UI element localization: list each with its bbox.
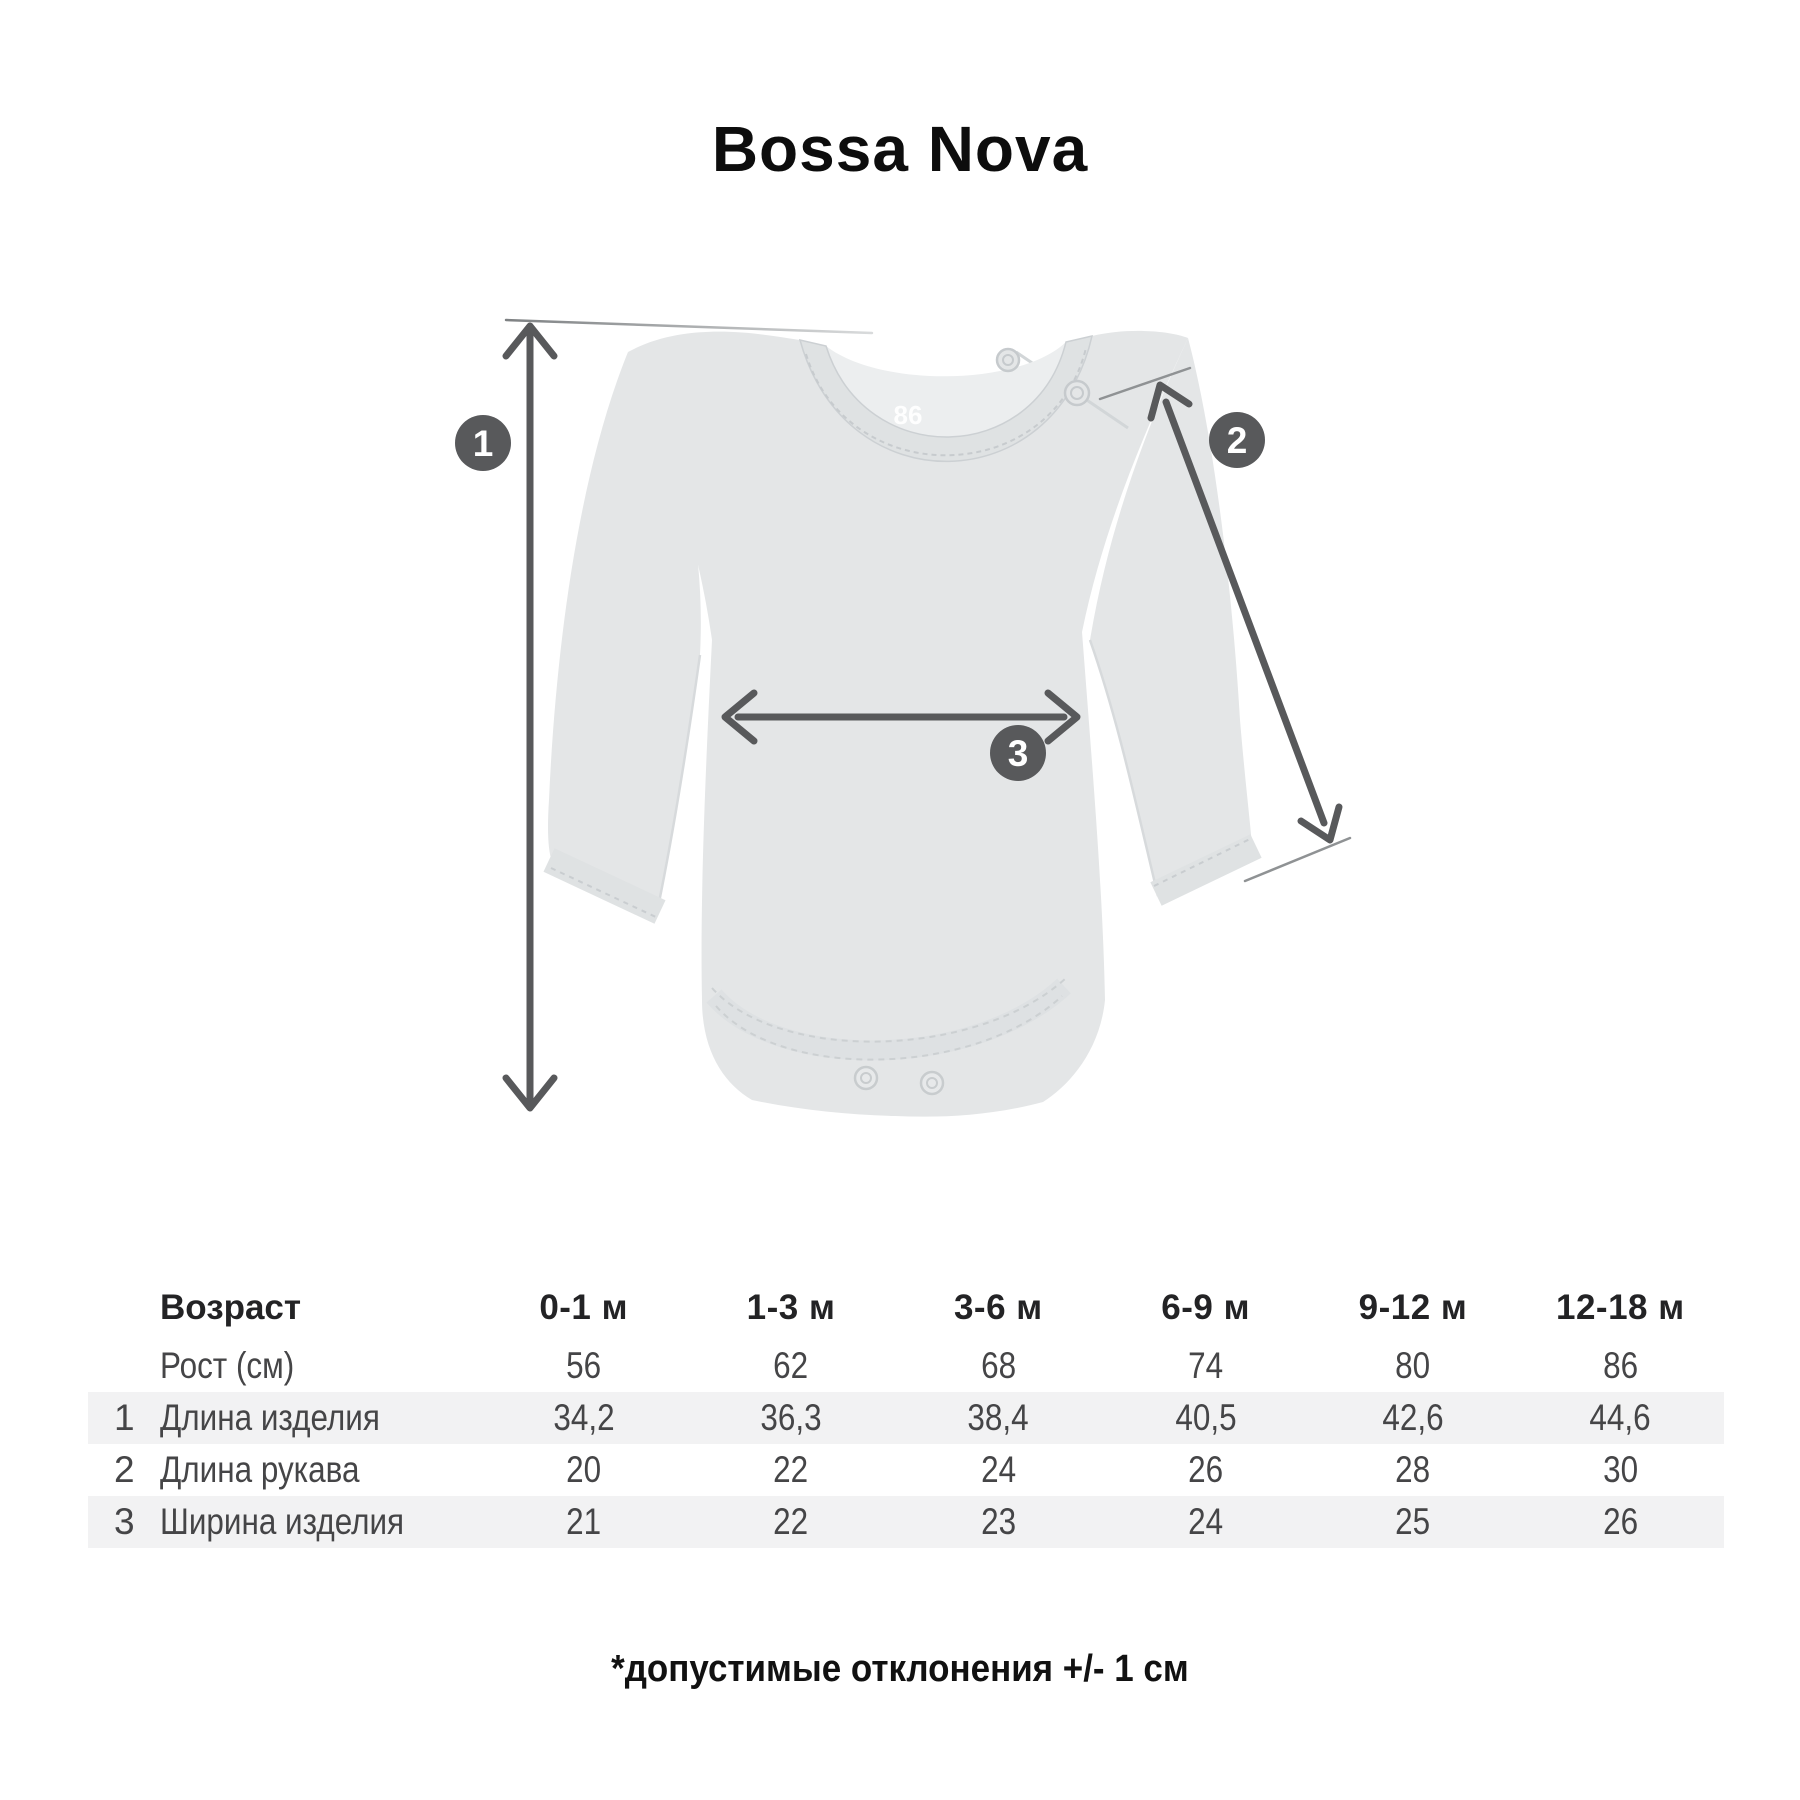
table-header-row	[88, 1276, 1724, 1340]
cell-value: 28	[1395, 1449, 1431, 1490]
shoulder-snap-2	[1065, 381, 1089, 405]
header-age-text: Возраст	[160, 1288, 302, 1327]
cell-value: 86	[1602, 1345, 1638, 1386]
header-age-label	[88, 1288, 480, 1328]
extension-line-sleeve-bottom	[1245, 838, 1350, 881]
column-header-3-6m: 3-6 м	[953, 1288, 1043, 1327]
shoulder-snap-1	[997, 349, 1019, 371]
crotch-snap-right	[921, 1072, 943, 1094]
row-number: 2	[114, 1449, 135, 1490]
row-number: 3	[114, 1501, 135, 1542]
garment-size-tag: 86	[893, 400, 923, 430]
cell-value: 44,6	[1589, 1397, 1651, 1438]
marker-3-badge	[990, 725, 1046, 781]
column-header-9-12m: 9-12 м	[1358, 1288, 1468, 1327]
column-header-12-18m: 12-18 м	[1556, 1288, 1685, 1327]
length-arrow	[506, 326, 554, 1108]
marker-3-label: 3	[1007, 733, 1029, 774]
cell-value: 26	[1188, 1449, 1224, 1490]
size-table	[88, 1276, 1724, 1548]
column-header-0-1m: 0-1 м	[539, 1288, 629, 1327]
table-row-product-length	[88, 1392, 1724, 1444]
marker-2-label: 2	[1226, 420, 1248, 461]
table-row-height	[88, 1340, 1724, 1392]
marker-2-badge	[1209, 412, 1265, 468]
marker-1-label: 1	[472, 423, 494, 464]
cell-value: 20	[566, 1449, 602, 1490]
cell-value: 38,4	[967, 1397, 1029, 1438]
cell-value: 40,5	[1175, 1397, 1237, 1438]
tolerance-note-text: *допустимые отклонения +/- 1 см	[611, 1648, 1189, 1690]
table-row-sleeve-length	[88, 1444, 1724, 1496]
cell-value: 24	[980, 1449, 1016, 1490]
row-label: Длина изделия	[160, 1397, 380, 1438]
column-header-6-9m: 6-9 м	[1161, 1288, 1250, 1327]
cell-value: 80	[1395, 1345, 1431, 1386]
row-label: Длина рукава	[160, 1449, 360, 1490]
marker-1-badge	[455, 415, 511, 471]
garment-bodysuit	[548, 331, 1256, 1117]
cell-value: 68	[980, 1345, 1016, 1386]
cell-value: 74	[1188, 1345, 1224, 1386]
cell-value: 24	[1188, 1501, 1224, 1542]
cell-value: 42,6	[1382, 1397, 1444, 1438]
tolerance-note	[0, 1648, 1800, 1691]
extension-line-top	[506, 320, 872, 333]
cell-value: 22	[773, 1449, 809, 1490]
crotch-snap-left	[855, 1067, 877, 1089]
cell-value: 62	[773, 1345, 809, 1386]
table-row-product-width	[88, 1496, 1724, 1548]
cell-value: 36,3	[760, 1397, 822, 1438]
cell-value: 56	[566, 1345, 602, 1386]
cell-value: 26	[1602, 1501, 1638, 1542]
column-header-1-3m: 1-3 м	[746, 1288, 836, 1327]
row-number: 1	[114, 1397, 135, 1438]
brand-title: Bossa Nova	[711, 113, 1089, 185]
cell-value: 21	[566, 1501, 602, 1542]
cell-value: 25	[1395, 1501, 1431, 1542]
cell-value: 34,2	[553, 1397, 615, 1438]
cell-value: 30	[1602, 1449, 1638, 1490]
row-label: Рост (см)	[160, 1345, 295, 1386]
row-label: Ширина изделия	[160, 1501, 405, 1542]
cell-value: 23	[980, 1501, 1016, 1542]
cell-value: 22	[773, 1501, 809, 1542]
